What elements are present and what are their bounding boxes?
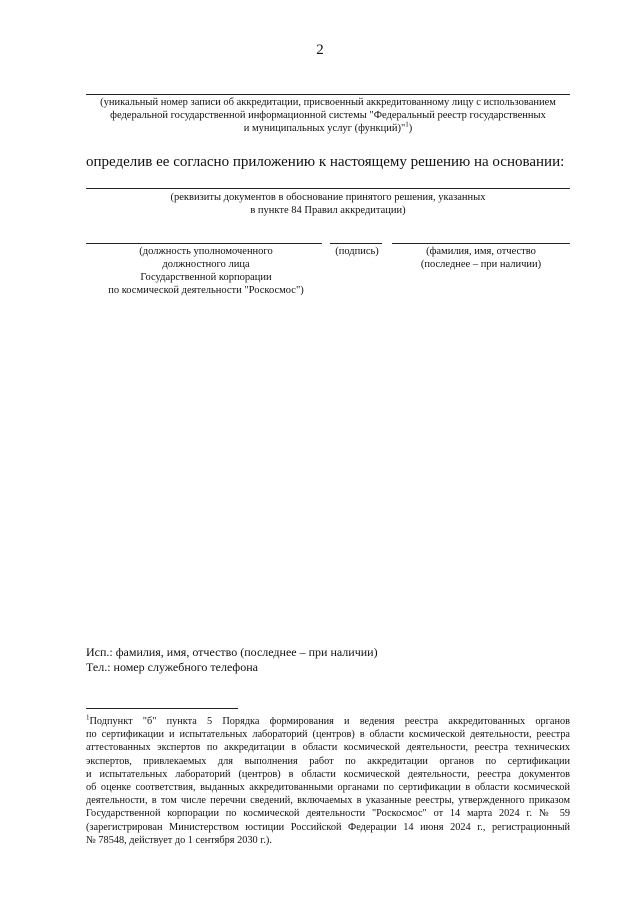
footnote-line: деятельности, в том числе перечни сведений, включаемых в указанные реестры, утвержденного приказом	[86, 795, 570, 807]
footnote-line: об оценке соответствия, выданных аккредитованными органами по сертификации в области космической	[86, 782, 570, 794]
signature-line	[330, 243, 382, 244]
footnote	[86, 715, 570, 847]
executor-phone: Тел.: номер служебного телефона	[86, 660, 258, 674]
accreditation-caption-line-1: (уникальный номер записи об аккредитации, присвоенный аккредитованному лицу с использованием	[100, 97, 556, 108]
footnote-marker: 1	[86, 713, 90, 722]
footnote-line: экспертов, привлекаемых для выполнения работ по аккредитации органов по сертификации	[86, 755, 570, 767]
documents-caption-line-1: (реквизиты документов в обоснование принятого решения, указанных	[170, 192, 486, 203]
footnote-line: и испытательных лабораторий (центров) в области космической деятельности, реестра документов	[86, 768, 570, 780]
accreditation-number-line	[86, 94, 570, 95]
position-caption-line-1: (должность уполномоченного	[139, 246, 273, 257]
name-caption	[392, 245, 570, 271]
page-number: 2	[316, 42, 324, 58]
name-caption-line-2: (последнее – при наличии)	[420, 259, 542, 270]
name-line	[392, 243, 570, 244]
accreditation-caption-line-3: и муниципальных услуг (функций)"$^1$)	[243, 120, 413, 134]
footnote-line: № 78548, действует до 1 сентября 2030 г.).	[86, 834, 272, 846]
footnote-reference: 1	[405, 120, 409, 129]
accreditation-caption	[86, 96, 570, 135]
position-caption-line-4: по космической деятельности "Роскосмос")	[108, 285, 304, 296]
footnote-line: аттестованных экспертов по аккредитации в области космической деятельности, реестра технических	[86, 742, 570, 754]
name-caption-line-1: (фамилия, имя, отчество	[426, 246, 536, 257]
footnote-separator	[86, 708, 238, 709]
footnote-line: по сертификации и испытательных лабораторий (центров) в области космической деятельности, реестра	[86, 729, 570, 741]
documents-line	[86, 188, 570, 189]
executor-block	[86, 645, 378, 675]
documents-caption	[86, 191, 570, 217]
main-sentence: определив ее согласно приложению к настоящему решению на основании:	[86, 154, 565, 170]
signature-caption: (подпись)	[335, 246, 379, 257]
position-caption-line-2: должностного лица	[162, 259, 250, 270]
footnote-line: (зарегистрирован Министерством юстиции Российской Федерации 14 июня 2024 г., регистрационный	[86, 821, 570, 833]
executor-name: Исп.: фамилия, имя, отчество (последнее – при наличии)	[86, 645, 378, 659]
footnote-line: $^1$Подпункт "б" пункта 5 Порядка формирования и ведения реестра аккредитованных органов	[86, 713, 570, 727]
footnote-line: Государственной корпорации по космической деятельности "Роскосмос" от 14 марта 2024 г. № 59	[86, 808, 570, 820]
documents-caption-line-2: в пункте 84 Правил аккредитации)	[250, 205, 406, 216]
accreditation-caption-line-2: федеральной государственной информационной системы "Федеральный реестр государственных	[110, 110, 546, 121]
position-line	[86, 243, 322, 244]
position-caption-line-3: Государственной корпорации	[140, 272, 272, 283]
position-caption	[86, 245, 326, 297]
